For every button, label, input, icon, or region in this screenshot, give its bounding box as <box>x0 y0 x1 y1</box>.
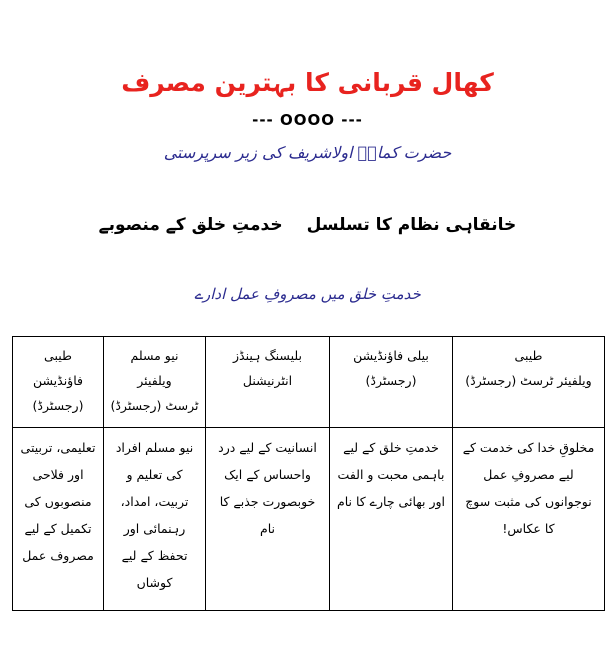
org-description: خدمتِ خلق کے لیے باہمی محبت و الفت اور بھائی چارے کا نام <box>336 440 446 509</box>
org-description-cell <box>206 428 330 611</box>
subtitle-right: خانقاہی نظام کا تسلسل <box>306 215 517 235</box>
subtitle <box>0 212 615 238</box>
table-row-names <box>13 337 605 428</box>
org-description: مخلوقِ خدا کی خدمت کے لیے مصروفِ عمل نوجوانوں کی مثبت سوچ کا عکاس! <box>462 440 595 536</box>
org-name-line: بلیسنگ ہینڈز <box>233 348 302 363</box>
org-description: انسانیت کے لیے درد واحساس کے ایک خوبصورت جذبے کا نام <box>218 440 317 536</box>
org-name-line: ویلفیئر <box>137 373 172 388</box>
org-name-line: فاؤنڈیشن <box>32 373 83 388</box>
section-heading: خدمتِ خلق میں مصروفِ عمل ادارے <box>194 285 421 303</box>
org-name-line: (رجسٹرڈ) <box>32 398 84 413</box>
page-title: کھال قربانی کا بہترین مصرف <box>121 68 494 97</box>
org-name-cell <box>206 337 330 428</box>
org-name-cell <box>453 337 605 428</box>
org-name-line: (رجسٹرڈ) <box>365 373 417 388</box>
org-description: نیو مسلم افراد کی تعلیم و تربیت، امداد، رہنمائی اور تحفظ کے لیے کوشاں <box>115 440 194 590</box>
org-name-line: ویلفیئر ٹرسٹ (رجسٹرڈ) <box>465 373 592 388</box>
org-description-cell <box>453 428 605 611</box>
table-row-descriptions <box>13 428 605 611</box>
org-name-line: طیبی <box>44 348 72 363</box>
org-name-line: نیو مسلم <box>130 348 179 363</box>
org-description-cell <box>13 428 104 611</box>
org-description-cell <box>330 428 453 611</box>
subtitle-left: خدمتِ خلق کے منصوبے <box>98 215 283 235</box>
organizations-table <box>12 336 605 611</box>
org-name-line: بیلی فاؤنڈیشن <box>353 348 429 363</box>
org-description-cell <box>104 428 206 611</box>
org-name-cell <box>13 337 104 428</box>
org-name-line: ٹرسٹ (رجسٹرڈ) <box>110 398 199 413</box>
patronage-line: حضرت کمالؒ اولاشریف کی زیر سرپرستی <box>163 143 452 162</box>
org-name-cell <box>330 337 453 428</box>
ornamental-divider: --- OOOO --- <box>252 111 363 129</box>
org-description: تعلیمی، تربیتی اور فلاحی منصوبوں کی تکمیل کے لیے مصروف عمل <box>20 440 96 563</box>
org-name-cell <box>104 337 206 428</box>
org-name-line: طیبی <box>514 348 543 363</box>
org-name-line: انٹرنیشنل <box>242 373 293 388</box>
